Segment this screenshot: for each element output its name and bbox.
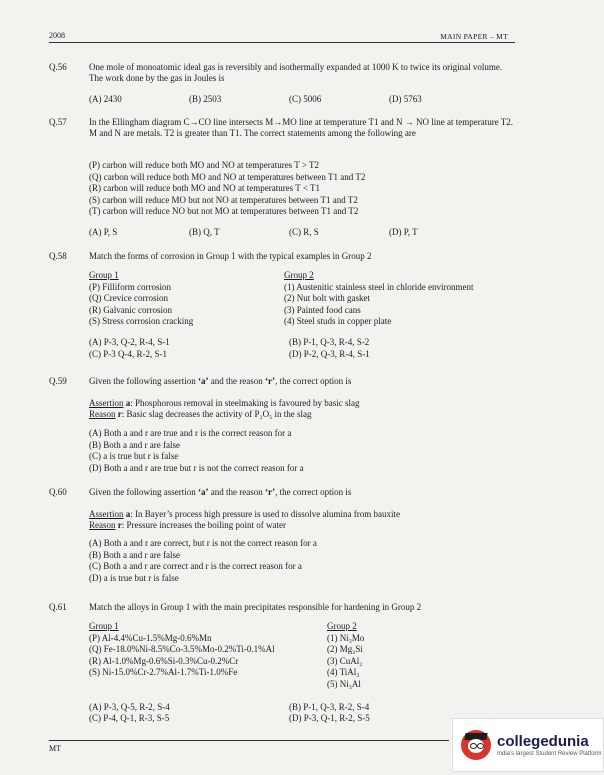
q61-group-1-item: (R) Al-1.0%Mg-0.6%Si-0.3%Cu-0.2%Cr <box>89 655 239 666</box>
q59-option-c: (C) a is true but r is false <box>89 451 179 462</box>
q60-reason: Reason r: Pressure increases the boiling point of water <box>89 520 286 530</box>
q59-option-d: (D) Both a and r are true but r is not the correct reason for a <box>89 462 304 473</box>
q58-group-2 <box>284 270 473 328</box>
q61-group-2-item: (4) TiAl₃ <box>327 667 360 678</box>
q61-group-2-item: (2) Mg₂Si <box>327 644 363 655</box>
q57-option-a: (A) P, S <box>89 227 118 237</box>
q58-group-2-item: (1) Austenitic stainless steel in chloride environment <box>284 281 474 292</box>
q59-assertion: Assertion a: Phosphorous removal in steelmaking is favoured by basic slag <box>89 398 360 408</box>
q59-text: Given the following assertion ‘a’ and the reason ‘r’, the correct option is <box>89 376 352 386</box>
q58-group-2-item: (3) Painted food cans <box>284 304 361 315</box>
q56-text: One mole of monoatomic ideal gas is reversibly and isothermally expanded at 1000 K to twice its original volume. The work done by the gas in Joules is <box>89 62 503 83</box>
q57-option-d: (D) P, T <box>389 227 418 237</box>
q56-number: Q.56 <box>49 62 67 72</box>
q57-statement-t: (T) carbon will reduce NO but not MO at temperatures between T1 and T2 <box>89 206 359 217</box>
q58-group-1-item: (P) Filliform corrosion <box>89 281 171 292</box>
q60-option-a: (A) Both a and r are correct, but r is not the correct reason for a <box>89 538 317 548</box>
paper-title: MAIN PAPER – MT <box>440 32 508 41</box>
q60-text: Given the following assertion ‘a’ and the reason ‘r’, the correct option is <box>89 487 352 497</box>
q57-statement-s: (S) carbon will reduce MO but not NO at temperatures between T1 and T2 <box>89 194 358 205</box>
q60-assertion: Assertion a: In Bayer’s process high pressure is used to dissolve alumina from bauxite <box>89 509 401 519</box>
q56-option-c: (C) 5006 <box>289 94 322 104</box>
q57-number: Q.57 <box>49 117 67 127</box>
q58-group-1-item: (R) Galvanic corrosion <box>89 304 172 315</box>
q61-option-c: (C) P-4, Q-1, R-3, S-5 <box>89 713 170 723</box>
q58-group-1-item: (Q) Crevice corrosion <box>89 293 168 304</box>
page-year: 2008 <box>49 31 65 40</box>
q58-option-c: (C) P-3 Q-4, R-2, S-1 <box>89 349 167 359</box>
q60-option-b: (B) Both a and r are false <box>89 549 180 560</box>
q58-group-1 <box>89 270 193 328</box>
q60-option-c: (C) Both a and r are correct and r is the correct reason for a <box>89 561 302 572</box>
q61-option-b: (B) P-1, Q-3, R-2, S-4 <box>289 702 370 712</box>
q58-option-d: (D) P-2, Q-3, R-4, S-1 <box>289 349 370 359</box>
header-rule <box>49 42 515 43</box>
q57-statement-r: (R) carbon will reduce both MO and NO at temperatures T < T1 <box>89 183 321 194</box>
q61-group-2 <box>327 621 364 691</box>
q59-options <box>89 428 304 474</box>
q57-option-c: (C) R, S <box>289 227 319 237</box>
q58-option-a: (A) P-3, Q-2, R-4, S-1 <box>89 337 170 347</box>
q56-option-a: (A) 2430 <box>89 94 122 104</box>
q57-statement-q: (Q) carbon will reduce both MO and NO at temperatures between T1 and T2 <box>89 171 366 182</box>
q61-group-2-item: (5) Ni₃Al <box>327 678 361 689</box>
q61-group-2-item: (1) Ni₃Mo <box>327 632 365 643</box>
q58-option-b: (B) P-1, Q-3, R-4, S-2 <box>289 337 370 347</box>
q58-text: Match the forms of corrosion in Group 1 with the typical examples in Group 2 <box>89 251 372 261</box>
q58-group-2-item: (2) Nut bolt with gasket <box>284 293 370 304</box>
collegedunia-logo-icon <box>461 730 491 760</box>
q61-option-d: (D) P-3, Q-1, R-2, S-5 <box>289 713 370 723</box>
q57-text: In the Ellingham diagram C→CO line intersects M→MO line at temperature T1 and N → NO line at temperature T2. M and N are metals. T2 is greater than T1. The correct statements among the following are <box>89 117 514 138</box>
q61-group-2-title: Group 2 <box>327 621 357 631</box>
q58-group-2-item: (4) Steel studs in copper plate <box>284 316 392 327</box>
q60-option-d: (D) a is true but r is false <box>89 572 179 583</box>
q61-group-2-item: (3) CuAl₂ <box>327 655 363 666</box>
q57-statement-p: (P) carbon will reduce both MO and NO at temperatures T > T2 <box>89 160 320 170</box>
brand-tagline: India's largest Student Review Platform <box>497 750 602 757</box>
q59-number: Q.59 <box>49 376 67 386</box>
q61-group-1-item: (Q) Fe-18.0%Ni-8.5%Co-3.5%Mo-0.2%Ti-0.1%Al <box>89 644 275 655</box>
q58-group-2-title: Group 2 <box>284 270 314 280</box>
footer-code: MT <box>49 744 61 753</box>
q60-options <box>89 538 317 584</box>
q59-option-a: (A) Both a and r are true and r is the correct reason for a <box>89 428 292 438</box>
q61-text: Match the alloys in Group 1 with the main precipitates responsible for hardening in Group 2 <box>89 602 422 612</box>
q59-reason: Reason r: Basic slag decreases the activity of P₂O₅ in the slag <box>89 409 312 419</box>
q61-group-1 <box>89 621 275 679</box>
q58-group-1-title: Group 1 <box>89 270 119 280</box>
q57-statements <box>89 160 365 218</box>
footer-rule <box>49 740 449 741</box>
q58-number: Q.58 <box>49 251 67 261</box>
q61-group-1-title: Group 1 <box>89 621 119 631</box>
q61-option-a: (A) P-3, Q-5, R-2, S-4 <box>89 702 170 712</box>
q58-group-1-item: (S) Stress corrosion cracking <box>89 316 194 327</box>
q61-group-1-item: (P) Al-4.4%Cu-1.5%Mg-0.6%Mn <box>89 632 212 643</box>
q61-group-1-item: (S) Ni-15.0%Cr-2.7%Al-1.7%Ti-1.0%Fe <box>89 667 238 678</box>
q59-option-b: (B) Both a and r are false <box>89 439 180 450</box>
q56-option-d: (D) 5763 <box>389 94 422 104</box>
q60-number: Q.60 <box>49 487 67 497</box>
q57-option-b: (B) Q, T <box>189 227 220 237</box>
brand-name: collegedunia <box>497 732 589 750</box>
q61-number: Q.61 <box>49 602 67 612</box>
collegedunia-badge[interactable] <box>452 718 604 772</box>
q56-option-b: (B) 2503 <box>189 94 222 104</box>
